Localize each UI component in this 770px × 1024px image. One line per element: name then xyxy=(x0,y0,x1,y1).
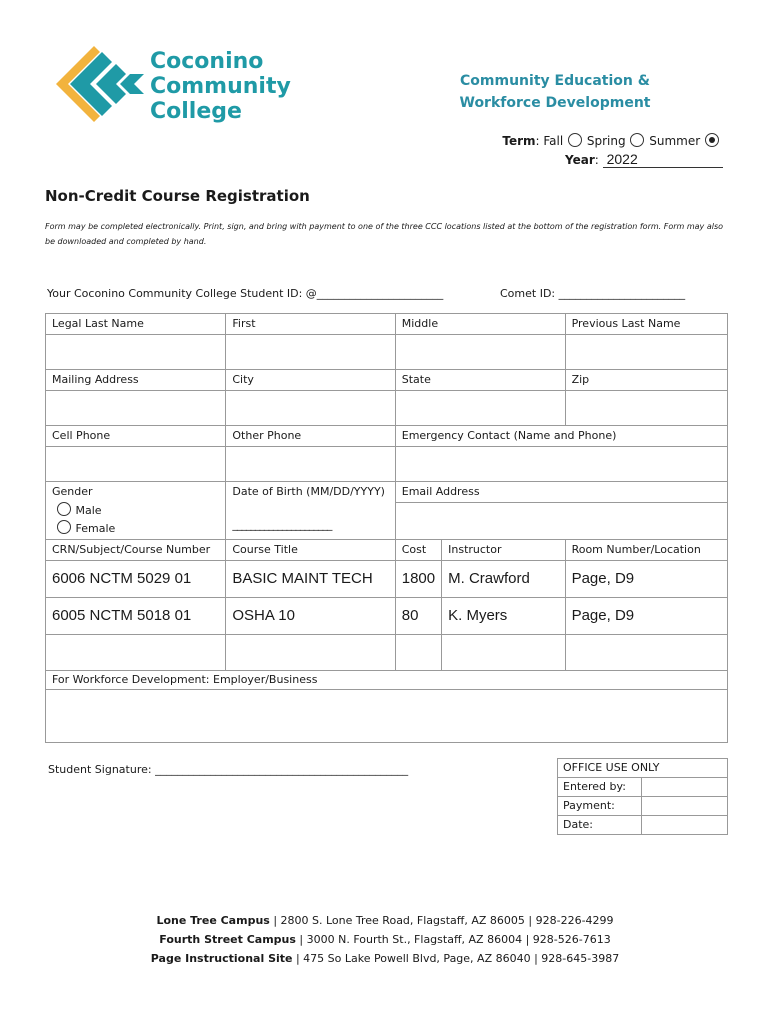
gender-female-radio[interactable] xyxy=(57,520,71,534)
employer-input[interactable] xyxy=(46,690,728,743)
course-row xyxy=(46,561,728,598)
term-spring-radio[interactable] xyxy=(630,133,644,147)
location-details: | 475 So Lake Powell Blvd, Page, AZ 86040 | 928-645-3987 xyxy=(292,952,620,965)
form-title: Non-Credit Course Registration xyxy=(45,187,310,205)
logo-wordmark xyxy=(150,49,291,124)
term-summer-radio[interactable] xyxy=(705,133,719,147)
first-name-label: First xyxy=(226,314,395,335)
location-name: Lone Tree Campus xyxy=(156,914,270,927)
course-crn[interactable]: 6005 NCTM 5018 01 xyxy=(46,598,226,635)
dept-line-2: Workforce Development xyxy=(459,95,651,111)
first-name-input[interactable] xyxy=(226,335,395,370)
other-phone-input[interactable] xyxy=(226,447,395,482)
logo-line-2: Community xyxy=(150,74,291,99)
mailing-address-label: Mailing Address xyxy=(46,370,226,391)
office-date-label: Date: xyxy=(558,816,642,835)
year-field: Year: 2022 xyxy=(565,151,723,168)
dob-label: Date of Birth (MM/DD/YYYY) xyxy=(232,485,385,498)
course-crn[interactable]: 6006 NCTM 5029 01 xyxy=(46,561,226,598)
course-crn-empty[interactable] xyxy=(46,635,226,671)
course-title[interactable]: BASIC MAINT TECH xyxy=(226,561,395,598)
location-details: | 3000 N. Fourth St., Flagstaff, AZ 86004 | 928-526-7613 xyxy=(295,933,611,946)
course-room[interactable]: Page, D9 xyxy=(565,561,727,598)
term-fall-radio[interactable] xyxy=(568,133,582,147)
department-title xyxy=(440,70,670,114)
last-name-input[interactable] xyxy=(46,335,226,370)
location-line xyxy=(100,949,670,968)
previous-last-name-input[interactable] xyxy=(565,335,727,370)
course-cost[interactable]: 80 xyxy=(395,598,441,635)
mailing-address-input[interactable] xyxy=(46,391,226,426)
location-name: Fourth Street Campus xyxy=(159,933,296,946)
course-room-empty[interactable] xyxy=(565,635,727,671)
course-row xyxy=(46,635,728,671)
logo-line-3: College xyxy=(150,99,242,124)
cell-phone-label: Cell Phone xyxy=(46,426,226,447)
office-entered-by-label: Entered by: xyxy=(558,778,642,797)
state-input[interactable] xyxy=(395,391,565,426)
dob-input[interactable]: ______________________ xyxy=(232,518,332,531)
dob-cell xyxy=(226,482,395,540)
dept-line-1: Community Education & xyxy=(460,73,650,89)
year-input[interactable]: 2022 xyxy=(603,151,723,168)
course-title[interactable]: OSHA 10 xyxy=(226,598,395,635)
term-selector: Term: Fall Spring Summer xyxy=(488,133,720,149)
office-use-title: OFFICE USE ONLY xyxy=(558,759,728,778)
email-label: Email Address xyxy=(395,482,727,503)
student-id-field[interactable]: Your Coconino Community College Student ID: @_______________________ xyxy=(47,287,444,300)
emergency-contact-label: Emergency Contact (Name and Phone) xyxy=(395,426,727,447)
office-date-input[interactable] xyxy=(641,816,727,835)
location-name: Page Instructional Site xyxy=(150,952,293,965)
office-payment-input[interactable] xyxy=(641,797,727,816)
form-instructions: Form may be completed electronically. Print, sign, and bring with payment to one of the three CCC locations listed at the bottom of the registration form. Form may also be downloaded and completed by hand. xyxy=(45,222,724,246)
last-name-label: Legal Last Name xyxy=(46,314,226,335)
gender-male-option xyxy=(52,502,219,520)
cost-header: Cost xyxy=(395,540,441,561)
term-summer-label: Summer xyxy=(649,134,701,148)
course-room[interactable]: Page, D9 xyxy=(565,598,727,635)
logo-chevron-icon xyxy=(52,44,148,130)
year-label: Year xyxy=(565,153,595,167)
crn-header: CRN/Subject/Course Number xyxy=(46,540,226,561)
term-spring-label: Spring xyxy=(586,134,626,148)
gender-female-label: Female xyxy=(75,522,116,535)
instructor-header: Instructor xyxy=(442,540,565,561)
comet-id-field[interactable]: Comet ID: _______________________ xyxy=(500,287,686,300)
middle-name-label: Middle xyxy=(395,314,565,335)
course-cost-empty[interactable] xyxy=(395,635,441,671)
office-entered-by-input[interactable] xyxy=(641,778,727,797)
course-title-empty[interactable] xyxy=(226,635,395,671)
other-phone-label: Other Phone xyxy=(226,426,395,447)
course-cost[interactable]: 1800 xyxy=(395,561,441,598)
course-instructor[interactable]: K. Myers xyxy=(442,598,565,635)
course-title-header: Course Title xyxy=(226,540,395,561)
location-line xyxy=(100,930,670,949)
term-fall-label: Fall xyxy=(543,134,564,148)
room-header: Room Number/Location xyxy=(565,540,727,561)
zip-label: Zip xyxy=(565,370,727,391)
state-label: State xyxy=(395,370,565,391)
location-line xyxy=(100,911,670,930)
logo-line-1: Coconino xyxy=(150,49,264,74)
office-payment-label: Payment: xyxy=(558,797,642,816)
cell-phone-input[interactable] xyxy=(46,447,226,482)
student-signature-field[interactable]: Student Signature: ______________________________________________ xyxy=(48,763,409,776)
registration-table xyxy=(45,313,728,743)
middle-name-input[interactable] xyxy=(395,335,565,370)
zip-input[interactable] xyxy=(565,391,727,426)
emergency-contact-input[interactable] xyxy=(395,447,727,482)
office-use-table xyxy=(557,758,728,835)
previous-last-name-label: Previous Last Name xyxy=(565,314,727,335)
gender-male-radio[interactable] xyxy=(57,502,71,516)
email-input[interactable] xyxy=(395,503,727,540)
gender-male-label: Male xyxy=(75,504,102,517)
term-label: Term xyxy=(502,134,536,148)
gender-label: Gender xyxy=(52,485,93,498)
location-details: | 2800 S. Lone Tree Road, Flagstaff, AZ 86005 | 928-226-4299 xyxy=(269,914,614,927)
city-label: City xyxy=(226,370,395,391)
course-instructor-empty[interactable] xyxy=(442,635,565,671)
campus-locations xyxy=(100,911,670,968)
city-input[interactable] xyxy=(226,391,395,426)
employer-label: For Workforce Development: Employer/Business xyxy=(46,671,728,690)
course-instructor[interactable]: M. Crawford xyxy=(442,561,565,598)
course-row xyxy=(46,598,728,635)
gender-cell xyxy=(46,482,226,540)
college-logo xyxy=(52,44,302,130)
gender-female-option xyxy=(52,520,219,538)
